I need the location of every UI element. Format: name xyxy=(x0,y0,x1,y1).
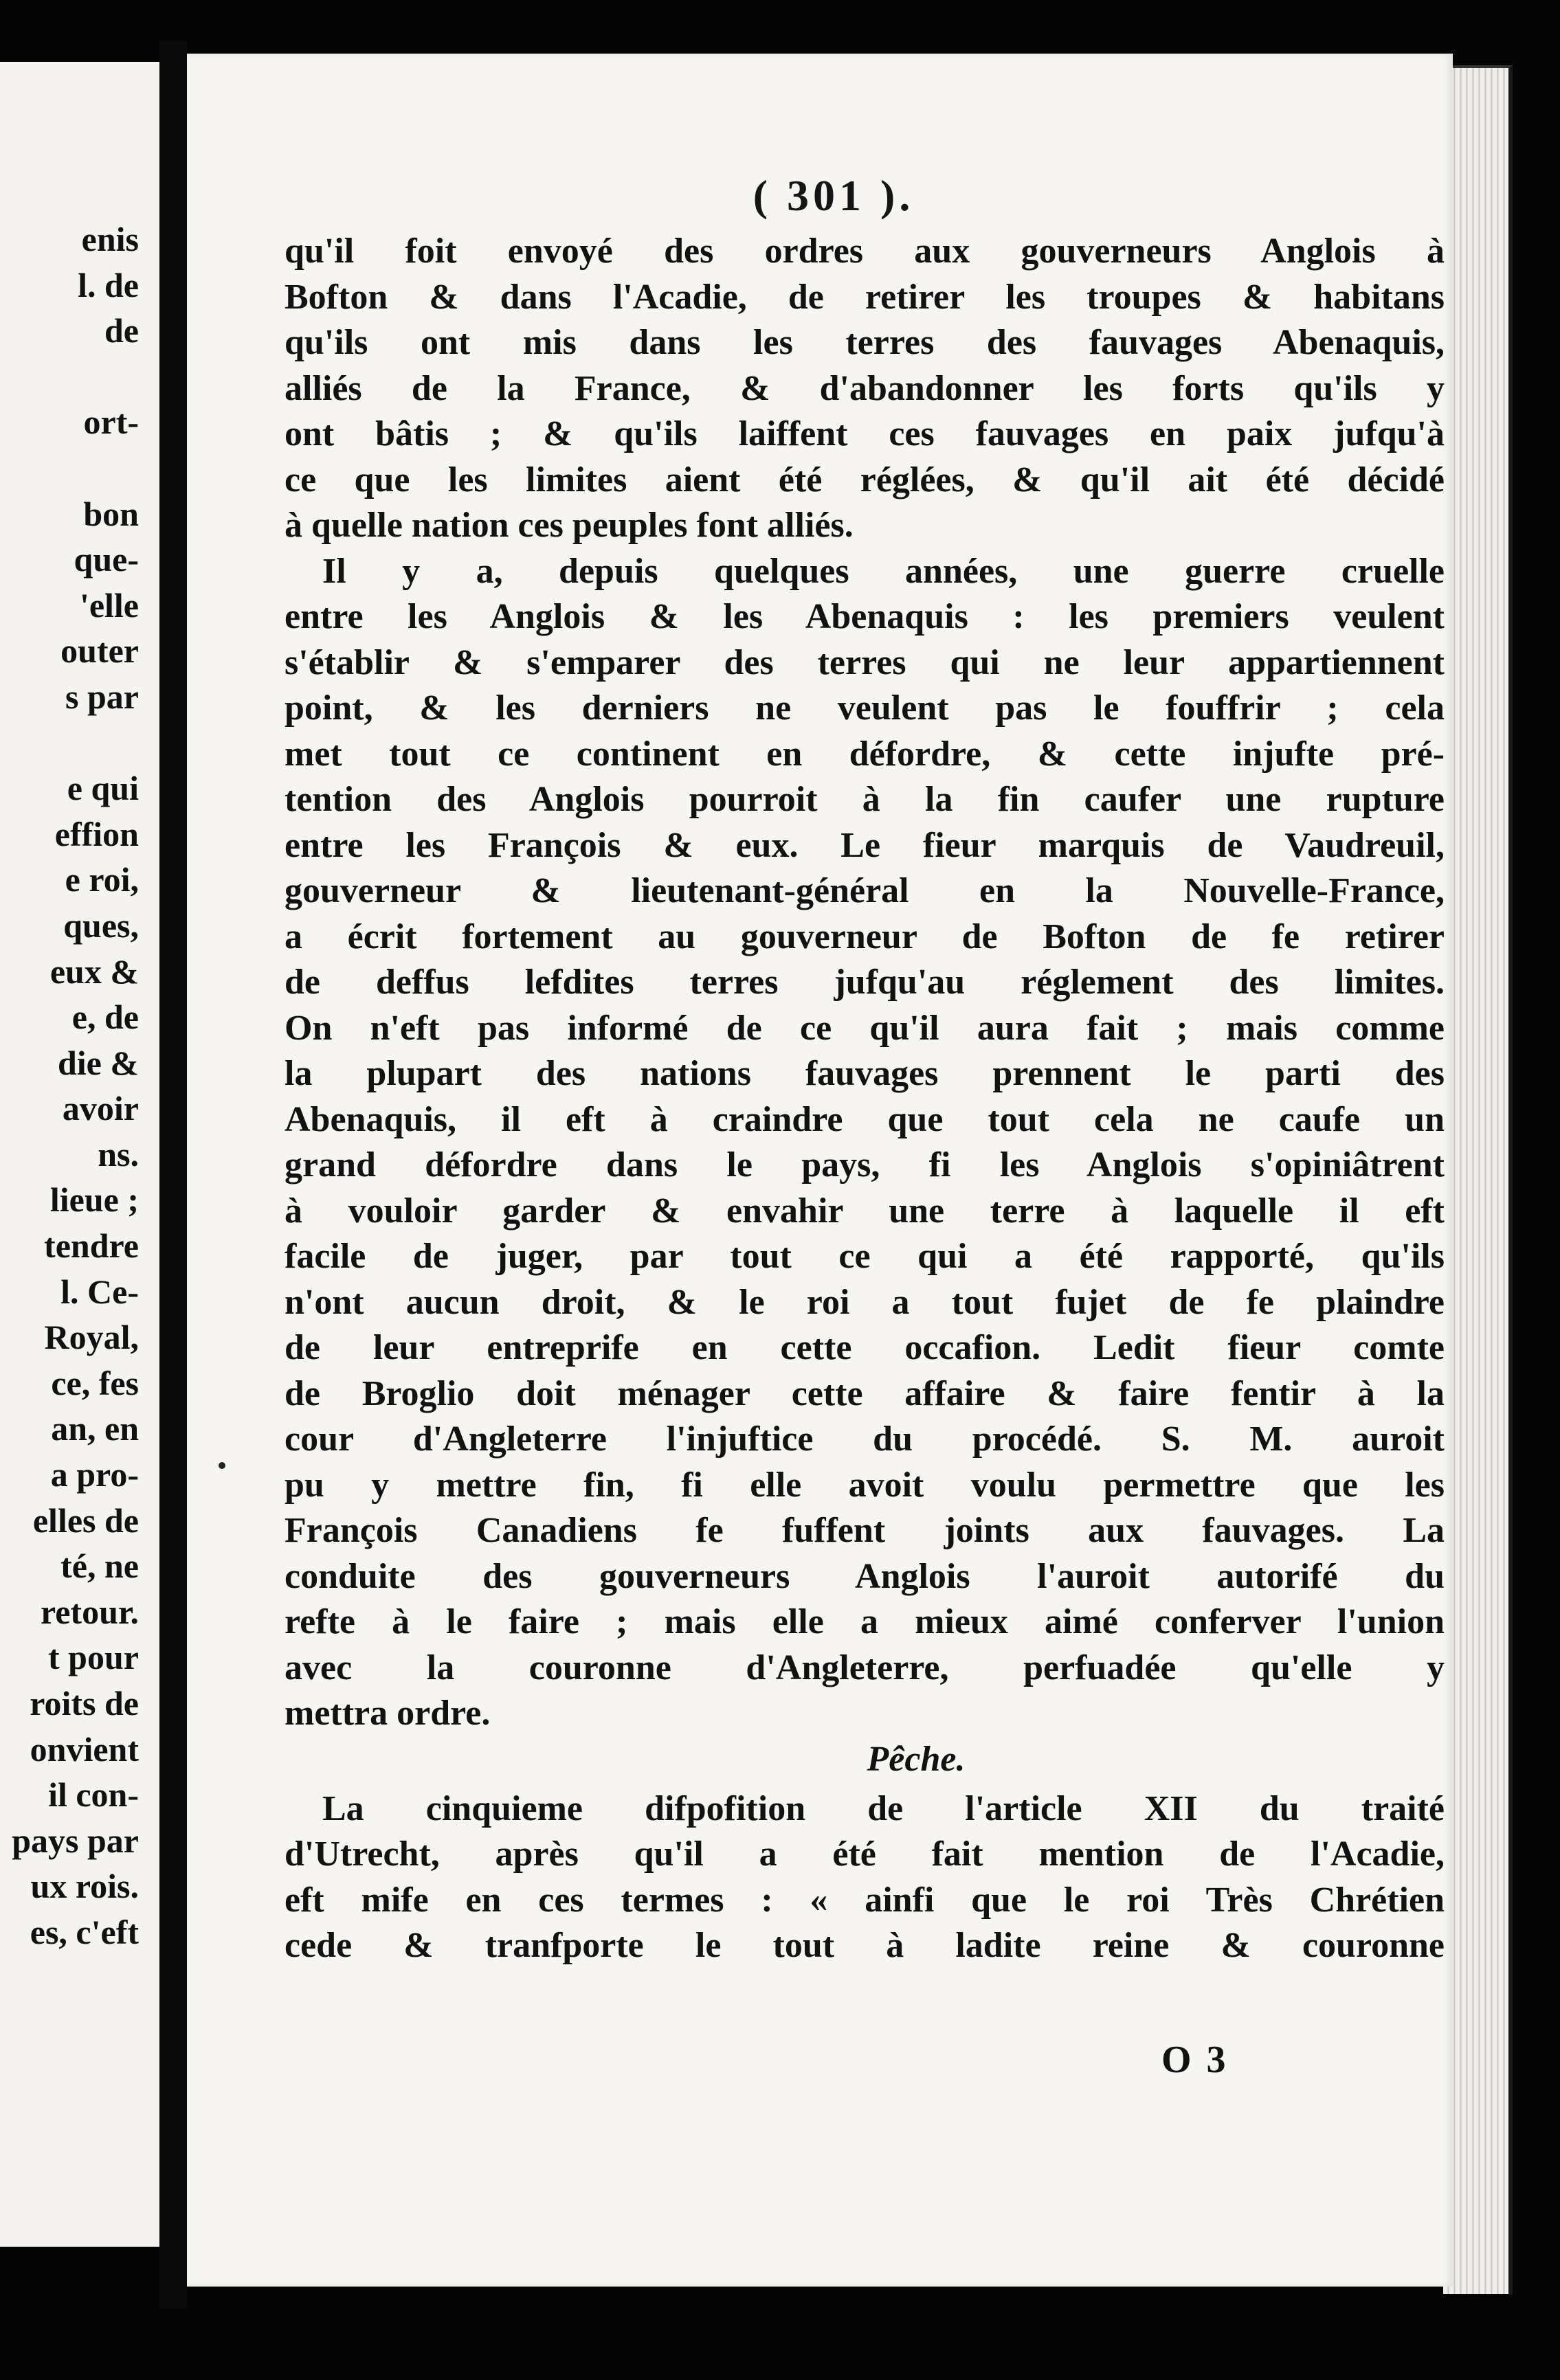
left-fragment: Royal, xyxy=(44,1318,139,1357)
text-line: tention des Anglois pourroit à la fin caufer une rupture xyxy=(285,780,1445,819)
text-line: Bofton & dans l'Acadie, de retirer les troupes & habitans xyxy=(285,277,1445,317)
ink-speck xyxy=(219,1462,225,1469)
left-fragment xyxy=(12,720,139,766)
left-fragment: es, c'eft xyxy=(30,1912,139,1951)
text-line: de deffus lefdites terres jufqu'au réglement des limites. xyxy=(285,963,1445,1002)
text-line: de Broglio doit ménager cette affaire & faire fentir à la xyxy=(285,1373,1445,1413)
text-line: point, & les derniers ne veulent pas le fouffrir ; cela xyxy=(285,688,1445,728)
signature-mark: O 3 xyxy=(1161,2039,1229,2081)
left-fragment: il con- xyxy=(48,1775,139,1815)
left-fragment: die & xyxy=(57,1043,139,1082)
text-line: cede & tranfporte le tout à ladite reine & couronne xyxy=(285,1926,1445,1965)
text-line: entre les François & eux. Le fieur marquis de Vaudreuil, xyxy=(285,825,1445,865)
left-fragment: ux rois. xyxy=(30,1867,139,1906)
left-fragment: eux & xyxy=(49,952,139,991)
text-line: conduite des gouverneurs Anglois l'auroit autorifé du xyxy=(285,1556,1445,1596)
left-fragment: que- xyxy=(74,540,139,579)
left-page-text-fragments xyxy=(12,216,139,1955)
left-fragment: l. de xyxy=(78,265,139,304)
left-facing-page xyxy=(0,62,161,2247)
text-line: La cinquieme difpofition de l'article XII du traité xyxy=(322,1788,1445,1828)
text-line: refte à le faire ; mais elle a mieux aimé conferver l'union xyxy=(285,1602,1445,1641)
left-fragment: de xyxy=(104,311,139,350)
left-fragment: ns. xyxy=(98,1134,139,1174)
left-fragment: bon xyxy=(83,494,139,533)
left-fragment: 'elle xyxy=(79,585,139,625)
left-fragment: s par xyxy=(65,677,139,716)
left-fragment: ce, fes xyxy=(51,1363,139,1402)
text-line: facile de juger, par tout ce qui a été rapporté, qu'ils xyxy=(285,1237,1445,1276)
text-line: la plupart des nations fauvages prennent le parti des xyxy=(285,1054,1445,1093)
text-line: qu'ils ont mis dans les terres des fauvages Abenaquis, xyxy=(285,323,1445,362)
left-fragment xyxy=(12,354,139,400)
book-gutter xyxy=(159,41,187,2309)
text-line: a écrit fortement au gouverneur de Bofton de fe retirer xyxy=(285,917,1445,956)
page-number-header: ( 301 ). xyxy=(753,171,915,220)
left-fragment: outer xyxy=(60,631,139,671)
text-line: à vouloir garder & envahir une terre à laquelle il eft xyxy=(285,1191,1445,1231)
text-line: avec la couronne d'Angleterre, perfuadée qu'elle y xyxy=(285,1648,1445,1687)
left-fragment: ques, xyxy=(63,906,139,945)
text-line: ce que les limites aient été réglées, & qu'il ait été décidé xyxy=(285,460,1445,499)
left-fragment: ort- xyxy=(83,403,139,442)
left-fragment: onvient xyxy=(30,1729,139,1769)
text-line: qu'il foit envoyé des ordres aux gouverneurs Anglois à xyxy=(285,232,1445,271)
left-fragment: e roi, xyxy=(65,860,139,899)
left-fragment: a pro- xyxy=(50,1455,139,1494)
text-line: à quelle nation ces peuples font alliés. xyxy=(285,506,854,545)
left-fragment: pays par xyxy=(12,1821,139,1860)
text-line: grand défordre dans le pays, fi les Anglois s'opiniâtrent xyxy=(285,1145,1445,1185)
text-line: met tout ce continent en défordre, & cette injufte pré- xyxy=(285,734,1445,774)
left-fragment: elles de xyxy=(32,1501,139,1540)
left-fragment xyxy=(12,445,139,491)
left-fragment: roits de xyxy=(30,1684,139,1722)
text-line: pu y mettre fin, fi elle avoit voulu permettre que les xyxy=(285,1465,1445,1505)
left-fragment: an, en xyxy=(51,1409,139,1448)
text-line: On n'eft pas informé de ce qu'il aura fait ; mais comme xyxy=(285,1008,1445,1048)
left-fragment: lieue ; xyxy=(49,1180,139,1220)
page-edges xyxy=(1443,65,1513,2294)
text-line: alliés de la France, & d'abandonner les forts qu'ils y xyxy=(285,368,1445,408)
left-fragment: e, de xyxy=(71,998,139,1037)
text-line: entre les Anglois & les Abenaquis : les premiers veulent xyxy=(285,597,1445,636)
left-fragment: tendre xyxy=(44,1226,139,1266)
text-line: François Canadiens fe fuffent joints aux fauvages. La xyxy=(285,1511,1445,1550)
left-fragment: l. Ce- xyxy=(60,1272,139,1311)
text-line: gouverneur & lieutenant-général en la Nouvelle-France, xyxy=(285,871,1445,910)
left-fragment: té, ne xyxy=(60,1547,139,1586)
right-page xyxy=(187,54,1453,2287)
text-line: de leur entreprife en cette occafion. Ledit fieur comte xyxy=(285,1328,1445,1367)
left-fragment: retour. xyxy=(40,1592,139,1631)
text-line: Abenaquis, il eft à craindre que tout cela ne caufe un xyxy=(285,1099,1445,1139)
page-body-text xyxy=(285,229,1445,1969)
text-line: d'Utrecht, après qu'il a été fait mention de l'Acadie, xyxy=(285,1834,1445,1874)
text-line: cour d'Angleterre l'injuftice du procédé. S. M. auroit xyxy=(285,1419,1445,1459)
text-line: eft mife en ces termes : « ainfi que le roi Très Chrétien xyxy=(285,1880,1445,1920)
left-fragment: effion xyxy=(54,814,139,853)
left-fragment: t pour xyxy=(48,1638,139,1677)
text-line: n'ont aucun droit, & le roi a tout fujet de fe plaindre xyxy=(285,1282,1445,1322)
left-fragment: e qui xyxy=(67,769,139,808)
left-fragment: enis xyxy=(81,220,139,258)
text-line: Il y a, depuis quelques années, une guerre cruelle xyxy=(322,551,1445,591)
text-line: s'établir & s'emparer des terres qui ne leur appartiennent xyxy=(285,642,1445,682)
text-line: ont bâtis ; & qu'ils laiffent ces fauvages en paix jufqu'à xyxy=(285,414,1445,453)
left-fragment: avoir xyxy=(62,1089,139,1128)
text-line: mettra ordre. xyxy=(285,1694,491,1733)
section-heading: Pêche. xyxy=(867,1739,966,1779)
